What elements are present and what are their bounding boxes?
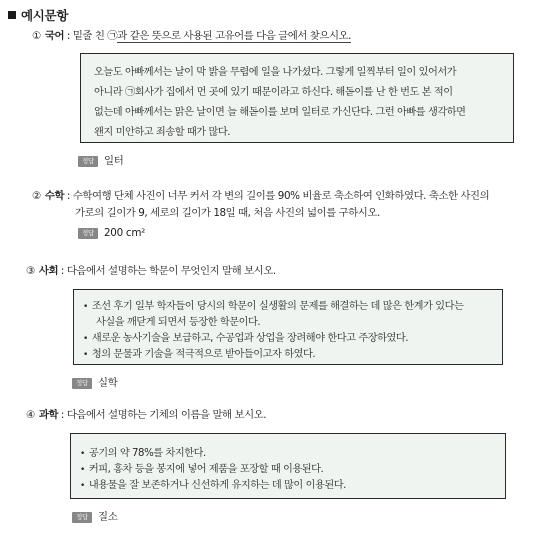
question-4: ④ 과학 : 다음에서 설명하는 기체의 이름을 말해 보시오. <box>26 409 267 421</box>
section-title: 예시문항 <box>8 6 68 24</box>
passage-line: 아니라 ㉠회사가 집에서 먼 곳에 있기 때문이라고 하신다. 해돋이를 난 한 번도 본 적이 <box>94 87 453 98</box>
passage-line: 없는데 아빠께서는 맑은 날이면 늘 해돋이를 보며 일터로 가신단다. 그런 아빠를 생각하면 <box>94 107 466 118</box>
subject-label: 수학 <box>44 190 65 202</box>
bullet-item: • 내용물을 잘 보존하거나 신선하게 유지하는 데 많이 이용된다. <box>80 480 346 491</box>
subject-label: 과학 <box>38 409 59 421</box>
answer-2: 정답 200 cm² <box>78 227 145 239</box>
underlined-instruction: 과 같은 뜻으로 사용된 고유어를 다음 글에서 찾으시오. <box>117 30 351 42</box>
answer-3: 정답 실학 <box>72 374 117 389</box>
bullet-item-continued: 사실을 깨닫게 되면서 등장한 학문이다. <box>96 317 261 328</box>
info-box-4 <box>70 433 506 499</box>
passage-box-1 <box>80 53 514 143</box>
bullet-dot-icon: • <box>80 465 85 475</box>
question-2: ② 수학 : 수학여행 단체 사진이 너무 커서 각 변의 길이를 90% 비율로 축소하여 인화하였다. 축소한 사진의 <box>32 190 490 202</box>
bullet-dot-icon: • <box>83 334 88 344</box>
passage-line: 오늘도 아빠께서는 날이 막 밝을 무렵에 일을 나가셨다. 그렇게 일찍부터 일이 있어서가 <box>94 67 457 78</box>
bullet-dot-icon: • <box>83 350 88 360</box>
answer-badge: 정답 <box>72 512 92 523</box>
bullet-item: • 공기의 약 78%를 차지한다. <box>80 448 206 459</box>
square-bullet-icon <box>8 11 16 19</box>
question-3: ③ 사회 : 다음에서 설명하는 학문이 무엇인지 말해 보시오. <box>26 265 276 277</box>
info-box-3 <box>73 289 503 365</box>
answer-badge: 정답 <box>78 228 98 239</box>
subject-label: 국어 <box>44 30 65 42</box>
question-2-line-2: 가로의 길이가 9, 세로의 길이가 18일 때, 처음 사진의 넓이를 구하시오. <box>75 207 380 219</box>
passage-line: 왠지 미안하고 죄송할 때가 많다. <box>94 127 231 138</box>
bullet-item: • 새로운 농사기술을 보급하고, 수공업과 상업을 장려해야 한다고 주장하였다. <box>83 333 409 344</box>
answer-4: 정답 질소 <box>72 508 117 523</box>
subject-label: 사회 <box>38 265 59 277</box>
bullet-item: • 조선 후기 일부 학자들이 당시의 학문이 실생활의 문제를 해결하는 데 많은 한계가 있다는 <box>83 301 464 312</box>
question-1: ① 국어 : 밑줄 친 ㉠과 같은 뜻으로 사용된 고유어를 다음 글에서 찾으시오. <box>32 30 351 42</box>
bullet-dot-icon: • <box>80 449 85 459</box>
bullet-item: • 커피, 홍차 등을 봉지에 넣어 제품을 포장할 때 이용된다. <box>80 464 324 475</box>
bullet-item: • 청의 문물과 기술을 적극적으로 받아들이고자 하였다. <box>83 349 316 360</box>
bullet-dot-icon: • <box>83 302 88 312</box>
bullet-dot-icon: • <box>80 481 85 491</box>
answer-1: 정답 일터 <box>78 152 123 167</box>
answer-badge: 정답 <box>78 156 98 167</box>
answer-badge: 정답 <box>72 378 92 389</box>
